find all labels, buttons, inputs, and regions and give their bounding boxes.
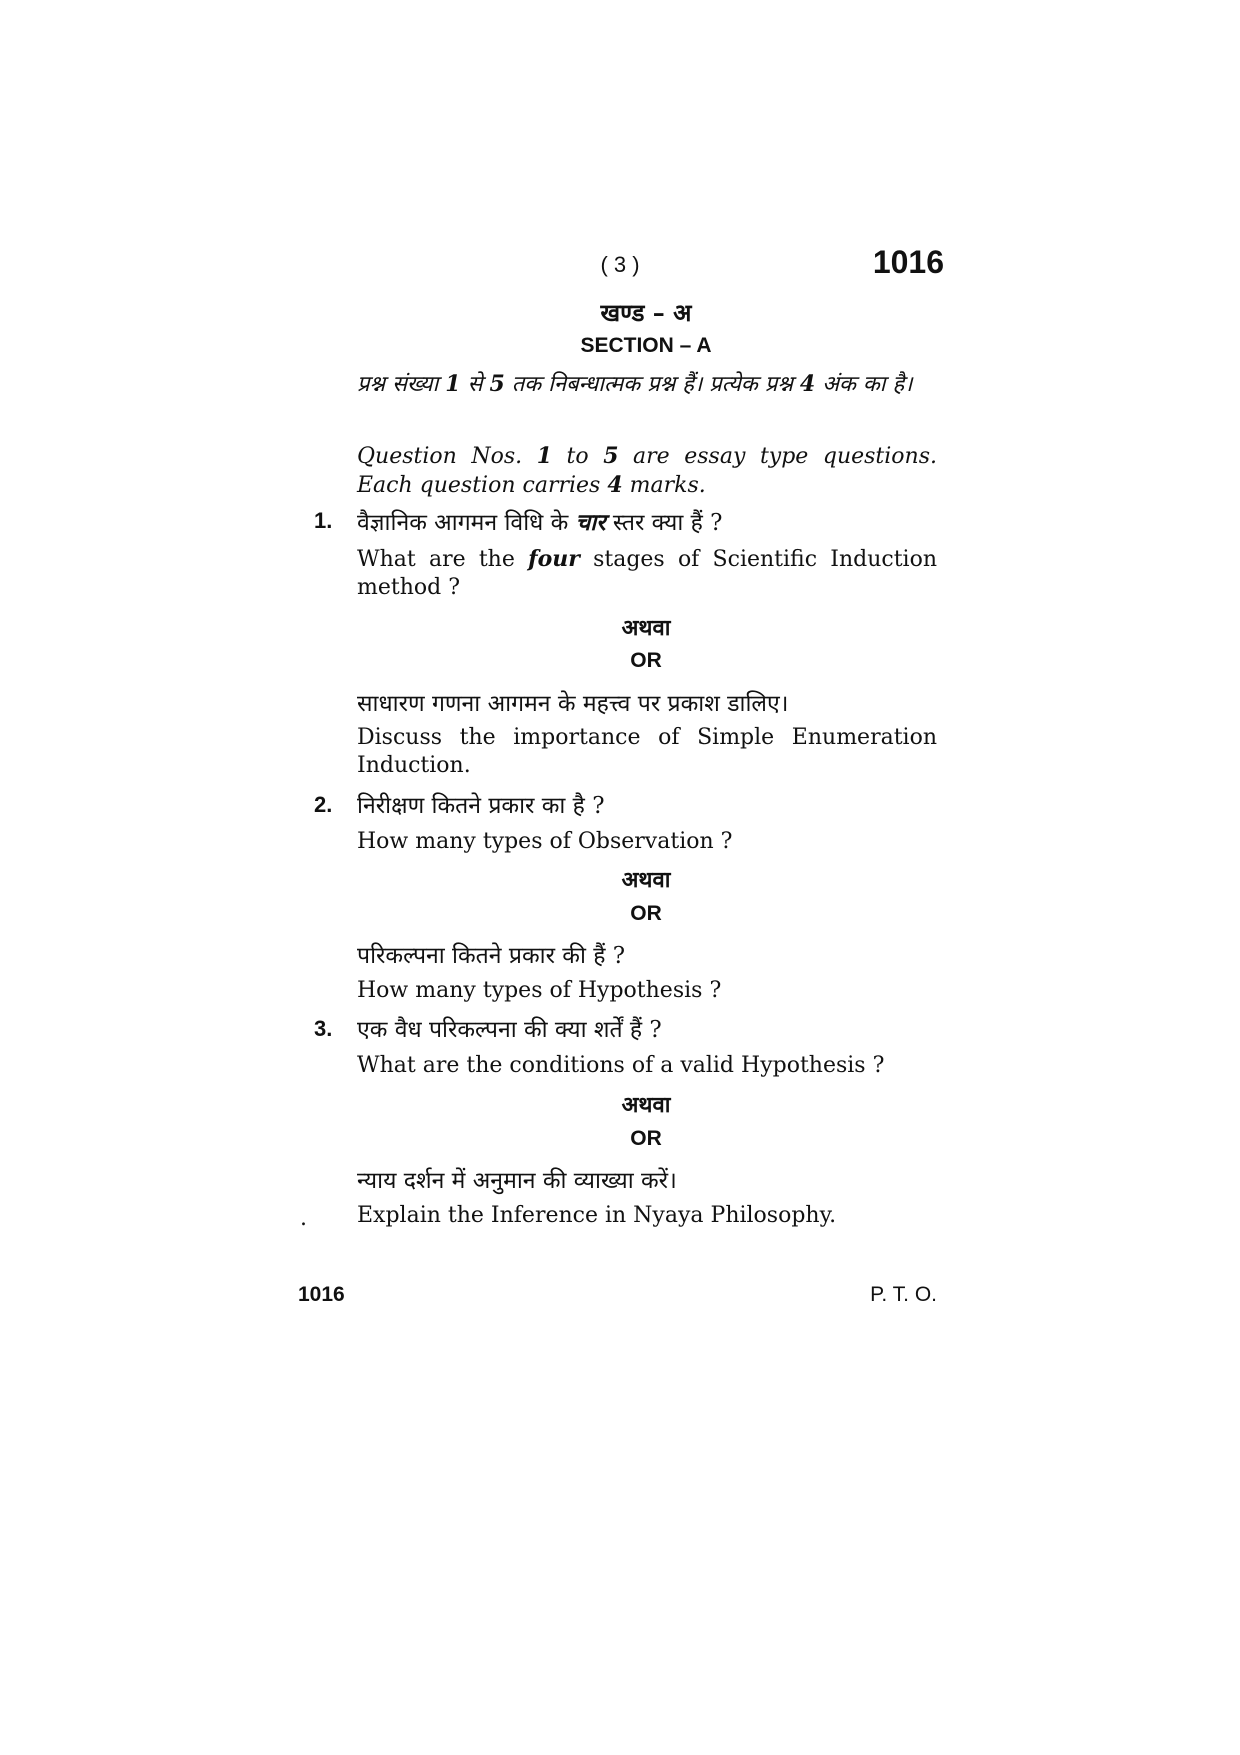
question-2-english: How many types of Observation ?	[357, 829, 733, 854]
instr-text: अंक का है।	[815, 372, 913, 397]
instr-text: are essay type questions. Each question carries	[357, 444, 937, 498]
instr-num: 1	[445, 371, 461, 397]
instr-num: 4	[607, 472, 623, 498]
instr-num: 5	[603, 443, 619, 469]
instr-num: 1	[536, 443, 552, 469]
stray-mark: .	[300, 1206, 307, 1231]
question-3-english: What are the conditions of a valid Hypothesis ?	[357, 1053, 885, 1078]
instr-text: to	[552, 444, 604, 469]
instructions-hindi	[357, 370, 937, 399]
question-3-alt-hindi: न्याय दर्शन में अनुमान की व्याख्या करें।	[357, 1168, 677, 1194]
instr-text: Question Nos.	[357, 444, 537, 469]
question-2-hindi: निरीक्षण कितने प्रकार का है ?	[357, 793, 605, 819]
or-english: OR	[630, 1127, 662, 1150]
or-english: OR	[630, 649, 662, 672]
question-1-hindi	[357, 505, 937, 537]
instr-num: 4	[799, 371, 816, 397]
page-number: ( 3 )	[600, 252, 640, 277]
question-text: स्तर क्या हैं ?	[605, 510, 723, 536]
instr-text: प्रश्न संख्या	[357, 372, 446, 397]
footer-pto: P. T. O.	[870, 1283, 937, 1306]
question-number: 1.	[314, 508, 333, 533]
question-emphasis: four	[528, 546, 580, 572]
question-1-alt-hindi: साधारण गणना आगमन के महत्त्व पर प्रकाश डालिए।	[357, 691, 789, 717]
or-english: OR	[630, 902, 662, 925]
question-2-alt-hindi: परिकल्पना कितने प्रकार की हैं ?	[357, 943, 626, 969]
question-text: वैज्ञानिक आगमन विधि के	[357, 510, 576, 536]
question-emphasis: चार	[575, 509, 606, 536]
instr-text: तक निबन्धात्मक प्रश्न हैं। प्रत्येक प्रश्न	[504, 372, 800, 397]
question-number: 2.	[314, 792, 333, 817]
or-hindi: अथवा	[621, 867, 671, 893]
paper-code-header: 1016	[872, 244, 944, 280]
question-number: 3.	[314, 1016, 333, 1041]
question-text: stages of Scientific Induction method ?	[357, 547, 937, 600]
or-hindi: अथवा	[621, 1092, 671, 1118]
or-hindi: अथवा	[621, 615, 671, 641]
instr-num: 5	[489, 371, 505, 397]
question-text: What are the	[357, 547, 529, 572]
instr-text: marks.	[622, 473, 706, 498]
section-title-english: SECTION – A	[580, 334, 712, 357]
question-2-alt-english: How many types of Hypothesis ?	[357, 978, 722, 1003]
question-3-alt-english: Explain the Inference in Nyaya Philosophy.	[357, 1203, 837, 1228]
instr-text: से	[460, 372, 490, 397]
footer-paper-code: 1016	[298, 1283, 345, 1306]
question-3-hindi: एक वैध परिकल्पना की क्या शर्तें हैं ?	[357, 1017, 662, 1043]
section-title-hindi: खण्ड – अ	[600, 298, 692, 327]
question-1-alt-english: Discuss the importance of Simple Enumeration Induction.	[357, 725, 937, 778]
instructions-english	[357, 442, 937, 500]
question-1-english	[357, 545, 937, 602]
